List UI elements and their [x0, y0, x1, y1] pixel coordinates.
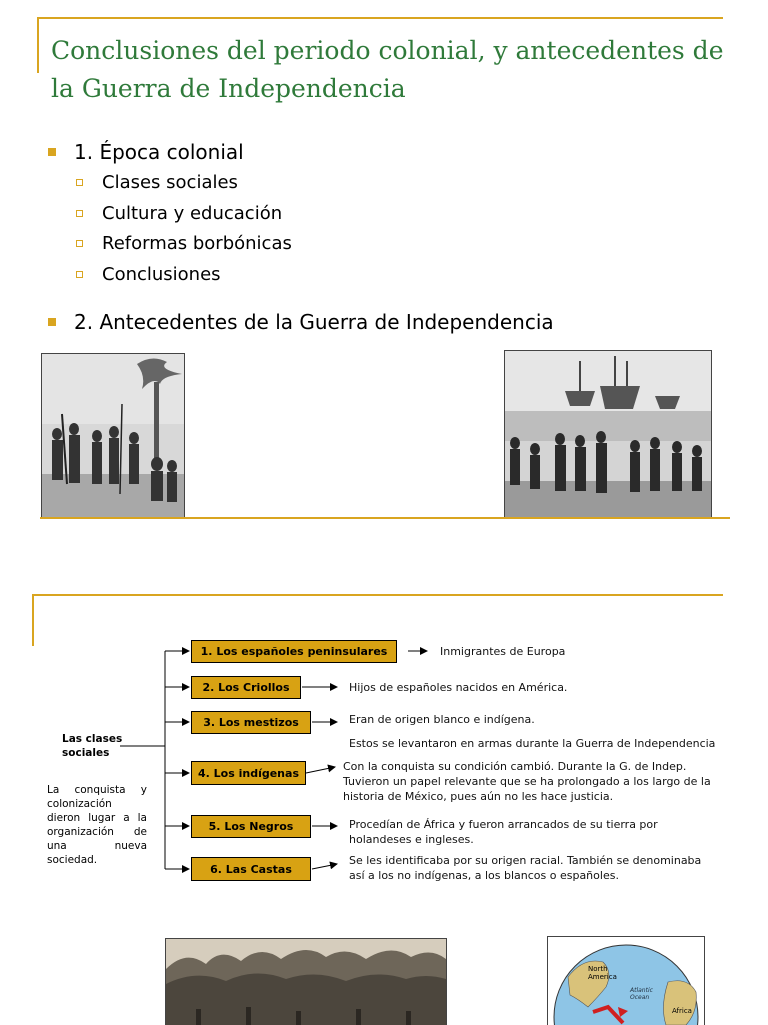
desc-mestizos-origin: Eran de origen blanco e indígena. [349, 713, 535, 726]
desc-peninsulares: Inmigrantes de Europa [440, 645, 566, 658]
desc-negros: Procedían de África y fueron arrancados de su tierra por holandeses e ingleses. [349, 818, 658, 846]
subbullet-label: Conclusiones [102, 264, 221, 285]
root-label-clases-sociales: Las clases sociales [62, 733, 123, 759]
class-box-castas: 6. Las Castas [191, 857, 311, 881]
class-box-indigenas: 4. Los indígenas [191, 761, 306, 785]
class-box-negros: 5. Los Negros [191, 815, 311, 838]
class-box-mestizos: 3. Los mestizos [191, 711, 311, 734]
map-label-north-america: North America [588, 965, 617, 981]
subbullet-label: Clases sociales [102, 172, 238, 193]
desc-mestizos-guerra: Estos se levantaron en armas durante la Guerra de Independencia [349, 737, 716, 750]
globe-map-image [547, 936, 705, 1025]
bullet-label: 1. Época colonial [74, 140, 244, 164]
bullet-label: 2. Antecedentes de la Guerra de Independencia [74, 310, 554, 334]
engraving-illustration [166, 939, 446, 1025]
intro-paragraph: La conquista y colonización dieron lugar a la organización de una nueva sociedad. [47, 784, 147, 866]
desc-criollos: Hijos de españoles nacidos en América. [349, 681, 568, 694]
desc-castas: Se les identificaba por su origen racial. También se denominaba así a los no indígenas, a los blancos o españoles. [349, 854, 702, 882]
slide-title: Conclusiones del periodo colonial, y antecedentes de la Guerra de Independencia [51, 36, 724, 103]
subbullet-label: Reformas borbónicas [102, 233, 292, 254]
map-label-atlantic: Atlantic Ocean [630, 987, 653, 1001]
class-box-criollos: 2. Los Criollos [191, 676, 301, 699]
desc-indigenas: Con la conquista su condición cambió. Durante la G. de Indep. Tuvieron un papel relevante que se ha prolongado a los largo de la historia de México, pues aún no les hace justicia. [343, 760, 711, 803]
class-box-peninsulares: 1. Los españoles peninsulares [191, 640, 397, 663]
engraving-image-village [165, 938, 447, 1025]
map-label-africa: Africa [672, 1007, 692, 1015]
subbullet-label: Cultura y educación [102, 203, 283, 224]
